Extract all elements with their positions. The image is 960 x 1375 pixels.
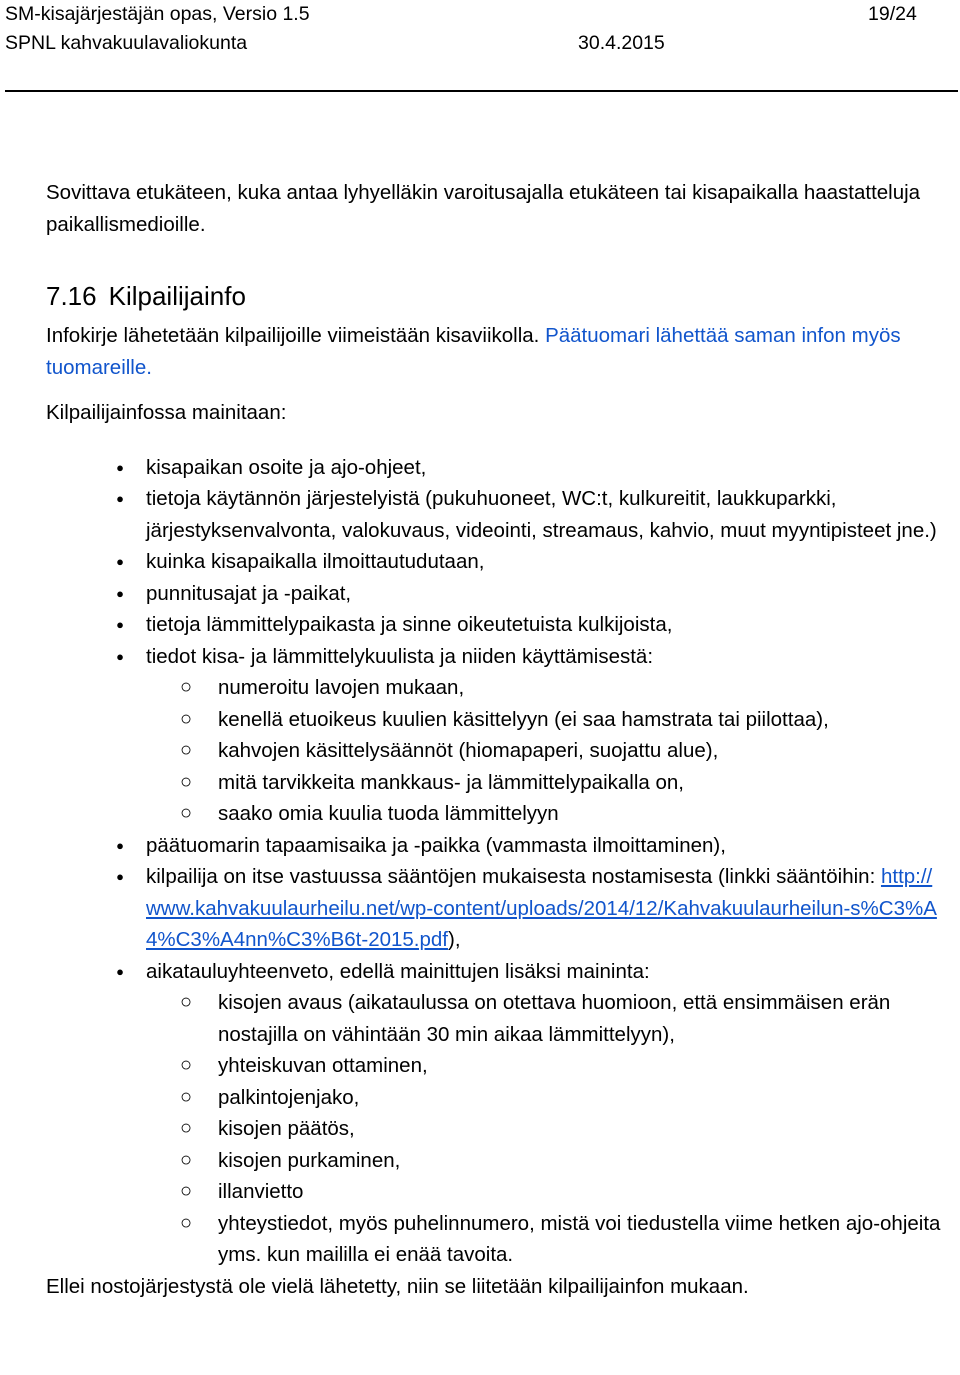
rules-link[interactable]: http://www.kahvakuulaurheilu.net/wp-content/uploads/2014/12/Kahvakuulaurheilun-s%C3%A4%C3%A4nn%C3%B6t-2015.pdf [146,865,937,951]
sub-list-item [146,1176,946,1208]
document-title: SM-kisajärjestäjän opas, Versio 1.5 [5,3,310,25]
list-item-text: tietoja lämmittelypaikasta ja sinne oikeutetuista kulkijoista, [146,613,673,636]
sub-bullet-icon: ○ [179,739,193,761]
bullet-icon: ● [116,648,124,664]
sub-list-item-text: kisojen avaus (aikataulussa on otettava huomioon, että ensimmäisen erän nostajilla on vähintään 30 min aikaa lämmittelyyn), [218,991,891,1046]
list-item-text: päätuomarin tapaamisaika ja -paikka (vammasta ilmoittaminen), [146,833,726,857]
intro-paragraph: Sovittava etukäteen, kuka antaa lyhyelläkin varoitusajalla etukäteen tai kisapaikalla haastatteluja paikallismedioille. [46,181,921,236]
bullet-icon: ● [116,491,124,506]
info-bullet-list [46,452,946,1271]
sub-list-item-text: saako omia kuulia tuoda lämmittelyyn [218,802,559,825]
list-item [46,452,946,484]
sub-bullet-icon: ○ [179,991,193,1013]
list-item-text: aikatauluyhteenveto, edellä mainittujen lisäksi maininta: [146,959,650,983]
list-item [46,578,946,610]
bullet-icon: ● [116,459,124,475]
sub-list [146,987,946,1271]
header-divider [5,90,958,92]
sub-list-item-text: kisojen päätös, [218,1117,355,1140]
sub-list-item-text: yhteiskuvan ottaminen, [218,1054,428,1077]
sub-list-item [146,1050,946,1082]
list-item-text: tietoja käytännön järjestelyistä (pukuhuoneet, WC:t, kulkureitit, laukkuparkki, järjestyksenvalvonta, valokuvaus, videointi, streamaus, kahvio, muut myyntipisteet jne.) [146,487,937,542]
bullet-icon: ● [116,837,124,853]
page-number: 19/24 [868,3,917,25]
section-number: 7.16 [46,281,97,311]
sub-list-item [146,1113,946,1145]
bullet-icon: ● [116,554,124,569]
list-item [46,830,946,862]
sub-list-item-text: kisojen purkaminen, [218,1148,401,1172]
page-header [5,0,955,58]
info-paragraph [46,320,946,383]
list-item [46,641,946,830]
sub-list-item-text: illanvietto [218,1180,304,1203]
sub-list-item-text: kenellä etuoikeus kuulien käsittelyyn (ei saa hamstrata tai piilottaa), [218,707,829,731]
list-item [46,609,946,641]
sub-list-item-text: numeroitu lavojen mukaan, [218,676,465,699]
sub-list-item [146,767,946,799]
document-body [46,177,946,1302]
document-date: 30.4.2015 [578,32,665,54]
sub-bullet-icon: ○ [179,1117,193,1139]
header-row-2 [5,29,955,58]
sub-list-item [146,987,946,1050]
sub-bullet-icon: ○ [179,770,193,793]
committee-name: SPNL kahvakuulavaliokunta [5,32,248,54]
list-item-text-end: ), [448,928,461,951]
sub-list-item-text: yhteystiedot, myös puhelinnumero, mistä voi tiedustella viime hetken ajo-ohjeita yms. kun maililla ei enää tavoita. [218,1211,941,1266]
info-sentence-1: Infokirje lähetetään kilpailijoille viimeistään kisaviikolla. [46,324,540,347]
sub-list-item [146,735,946,767]
sub-list-item-text: mitä tarvikkeita mankkaus- ja lämmittelypaikalla on, [218,770,684,794]
sub-bullet-icon: ○ [179,676,193,698]
list-item-text: kilpailija on itse vastuussa sääntöjen mukaisesta nostamisesta (linkki sääntöihin: [146,865,881,888]
list-intro: Kilpailijainfossa mainitaan: [46,401,287,424]
list-item-text: kisapaikan osoite ja ajo-ohjeet, [146,455,427,479]
sub-bullet-icon: ○ [179,802,193,824]
bullet-icon: ● [116,963,124,979]
sub-bullet-icon: ○ [179,1054,193,1076]
list-item [46,956,946,1271]
info-sentence-2: Päätuomari lähettää saman infon myös tuomareille. [46,324,901,379]
sub-list-item [146,1145,946,1177]
list-item [46,861,946,956]
sub-bullet-icon: ○ [179,707,193,730]
closing-paragraph: Ellei nostojärjestystä ole vielä lähetetty, niin se liitetään kilpailijainfon mukaan. [46,1274,749,1298]
bullet-icon: ● [116,617,124,632]
section-title: Kilpailijainfo [108,281,246,311]
sub-list-item [146,704,946,736]
sub-bullet-icon: ○ [179,1148,193,1171]
sub-list-item-text: palkintojenjako, [218,1085,360,1109]
list-item-text: kuinka kisapaikalla ilmoittautudutaan, [146,550,485,573]
sub-list-item [146,672,946,704]
list-item-text: punnitusajat ja -paikat, [146,581,352,605]
sub-list-item [146,1082,946,1114]
sub-list-item-text: kahvojen käsittelysäännöt (hiomapaperi, suojattu alue), [218,739,719,762]
section-heading [46,279,946,313]
list-item-text: tiedot kisa- ja lämmittelykuulista ja niiden käyttämisestä: [146,644,654,668]
list-item [46,483,946,546]
header-row-1 [5,0,955,29]
sub-list-item [146,798,946,830]
sub-list-item [146,1208,946,1271]
list-item [46,546,946,578]
sub-list [146,672,946,830]
bullet-icon: ● [116,869,124,884]
bullet-icon: ● [116,585,124,601]
sub-bullet-icon: ○ [179,1085,193,1108]
sub-bullet-icon: ○ [179,1180,193,1202]
sub-bullet-icon: ○ [179,1211,193,1234]
